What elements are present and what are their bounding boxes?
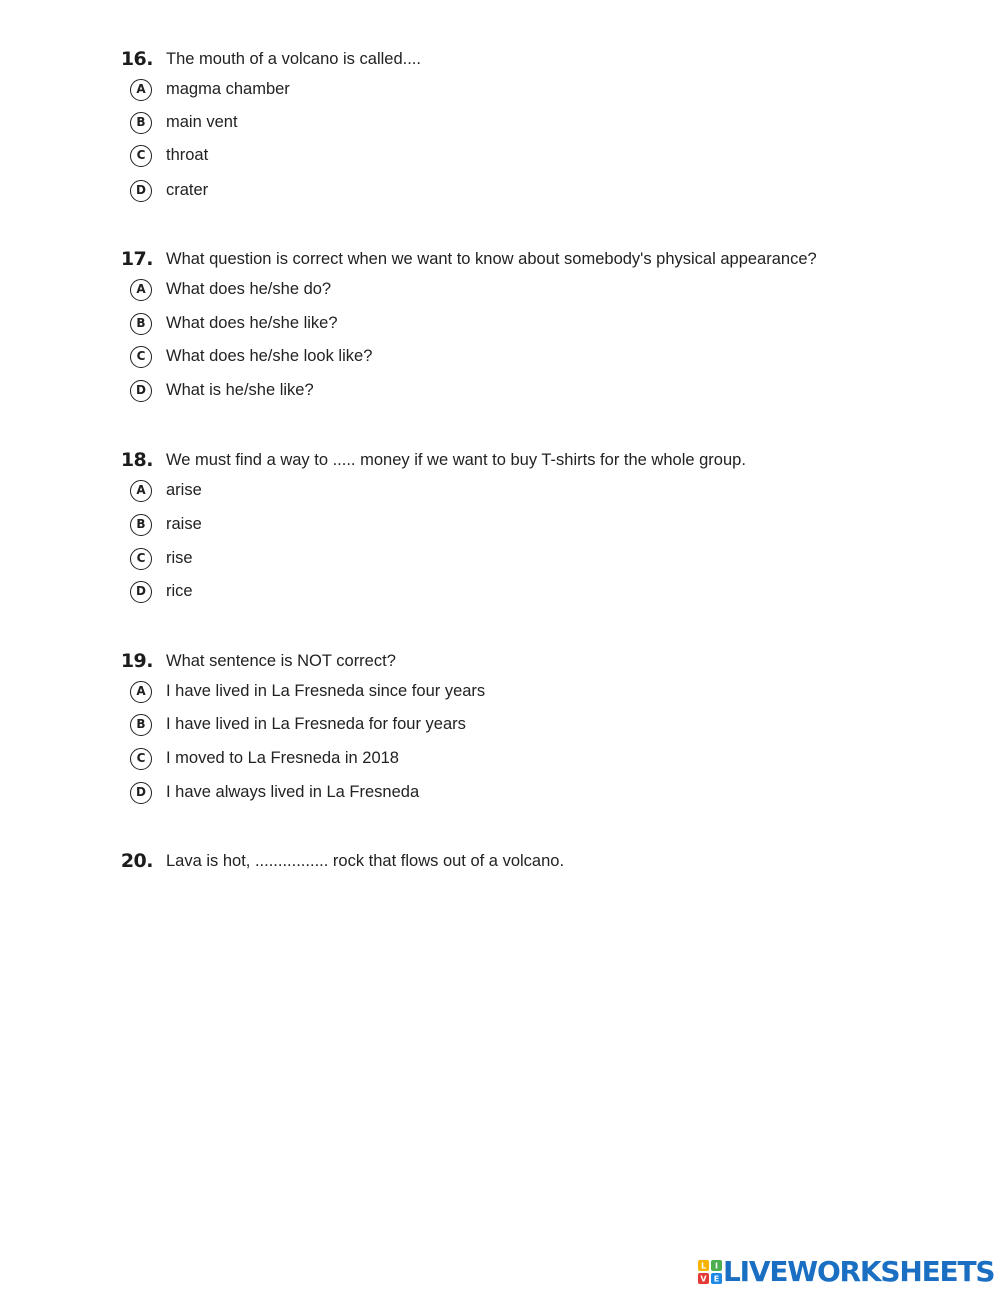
option-a[interactable] — [130, 279, 830, 305]
logo-wordmark: LIVEWORKSHEETS — [723, 1255, 995, 1288]
option-text: arise — [166, 481, 202, 499]
option-letter-circle: B — [130, 313, 152, 335]
option-text: magma chamber — [166, 80, 290, 98]
option-text: What does he/she like? — [166, 314, 338, 332]
option-text: I moved to La Fresneda in 2018 — [166, 749, 399, 767]
question-header — [0, 451, 1000, 473]
option-c[interactable] — [130, 748, 830, 774]
option-letter-circle: A — [130, 79, 152, 101]
option-c[interactable] — [130, 145, 830, 171]
option-letter-circle: A — [130, 279, 152, 301]
option-text: main vent — [166, 113, 238, 131]
logo-letter: V — [700, 1274, 707, 1284]
option-d[interactable] — [130, 180, 830, 206]
option-text: rise — [166, 549, 193, 567]
option-b[interactable] — [130, 514, 830, 540]
question-header — [0, 50, 1000, 72]
question-text: Lava is hot, ................ rock that flows out of a volcano. — [166, 852, 565, 870]
question-text: What question is correct when we want to know about somebody's physical appearance? — [166, 250, 817, 268]
option-text: I have always lived in La Fresneda — [166, 783, 420, 801]
option-letter-circle: A — [130, 681, 152, 703]
option-text: I have lived in La Fresneda for four years — [166, 715, 466, 733]
logo-letter: I — [715, 1261, 718, 1271]
logo-letter: E — [713, 1274, 720, 1284]
option-b[interactable] — [130, 112, 830, 138]
option-text: What does he/she do? — [166, 280, 332, 298]
liveworksheets-logo — [698, 1256, 998, 1288]
option-letter-circle: A — [130, 480, 152, 502]
option-text: I have lived in La Fresneda since four years — [166, 682, 486, 700]
question-text: The mouth of a volcano is called.... — [166, 50, 421, 68]
option-d[interactable] — [130, 380, 830, 406]
option-text: raise — [166, 515, 202, 533]
option-letter-circle: D — [130, 180, 152, 202]
question-text: We must find a way to ..... money if we want to buy T-shirts for the whole group. — [166, 451, 746, 469]
option-text: What is he/she like? — [166, 381, 314, 399]
question-text: What sentence is NOT correct? — [166, 652, 396, 670]
option-letter-circle: B — [130, 112, 152, 134]
option-c[interactable] — [130, 346, 830, 372]
question-number: 18. — [120, 449, 153, 471]
question-number: 19. — [120, 650, 153, 672]
option-letter-circle: C — [130, 748, 152, 770]
option-a[interactable] — [130, 79, 830, 105]
option-text: What does he/she look like? — [166, 347, 373, 365]
option-letter-circle: D — [130, 380, 152, 402]
question-header — [0, 250, 1000, 272]
option-letter-circle: C — [130, 145, 152, 167]
question-number: 16. — [120, 48, 153, 70]
option-d[interactable] — [130, 782, 830, 808]
option-b[interactable] — [130, 714, 830, 740]
option-b[interactable] — [130, 313, 830, 339]
option-text: throat — [166, 146, 209, 164]
option-c[interactable] — [130, 548, 830, 574]
option-letter-circle: B — [130, 514, 152, 536]
option-a[interactable] — [130, 480, 830, 506]
option-letter-circle: D — [130, 581, 152, 603]
live-blocks-icon — [698, 1260, 722, 1284]
question-number: 17. — [120, 248, 153, 270]
option-text: crater — [166, 181, 209, 199]
logo-letter: L — [700, 1261, 707, 1271]
option-letter-circle: D — [130, 782, 152, 804]
question-header — [0, 652, 1000, 674]
option-d[interactable] — [130, 581, 830, 607]
option-a[interactable] — [130, 681, 830, 707]
option-letter-circle: C — [130, 346, 152, 368]
option-letter-circle: B — [130, 714, 152, 736]
question-number: 20. — [120, 850, 153, 872]
question-header — [0, 852, 1000, 874]
option-text: rice — [166, 582, 193, 600]
option-letter-circle: C — [130, 548, 152, 570]
